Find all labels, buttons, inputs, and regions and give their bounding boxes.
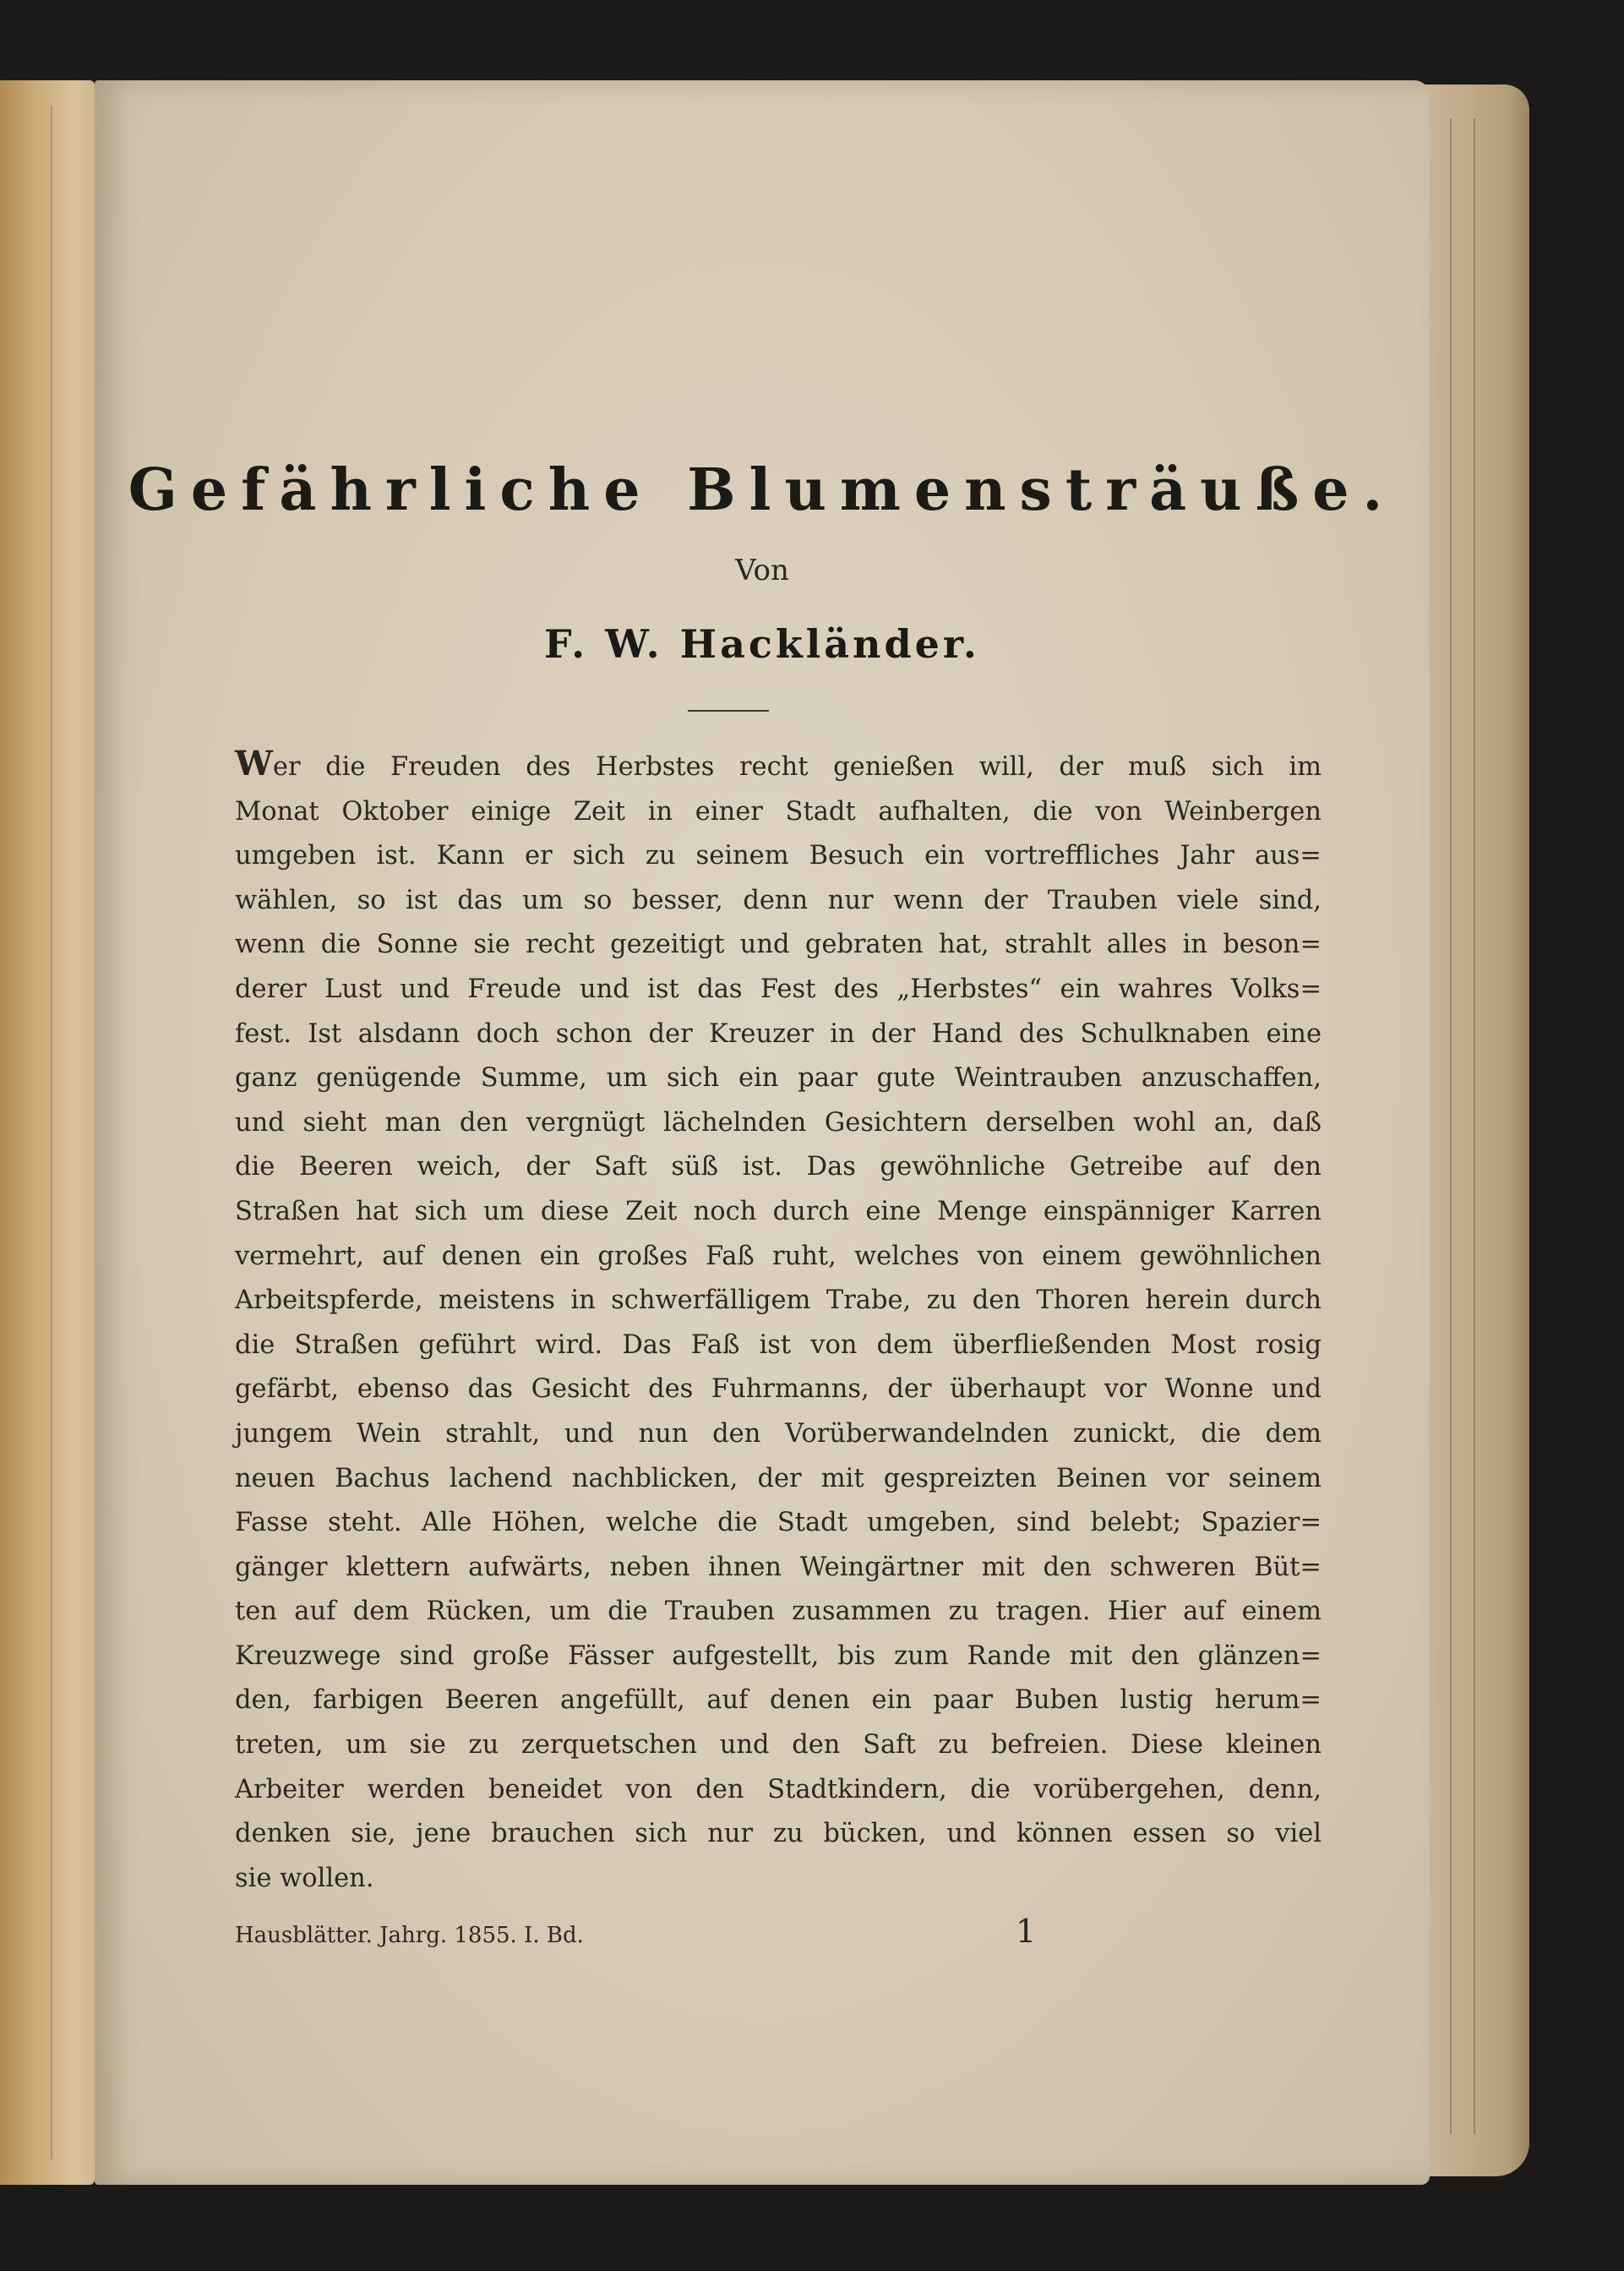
text-line: die Beeren weich, der Saft süß ist. Das gewöhnliche Getreibe auf den [235,1152,1322,1182]
text-line: wählen, so ist das um so besser, denn nur wenn der Trauben viele sind, [235,885,1322,915]
title-divider [688,710,769,712]
text-line: sie wollen. [235,1863,374,1893]
body-paragraph [235,742,1322,1901]
text-line: umgeben ist. Kann er sich zu seinem Besuch ein vortreffliches Jahr aus= [235,841,1322,871]
byline: Von [735,554,789,587]
text-line: Fasse steht. Alle Höhen, welche die Stadt umgeben, sind belebt; Spazier= [235,1508,1322,1538]
page-edge-line [1474,118,1475,2134]
text-line: treten, um sie zu zerquetschen und den Saft zu befreien. Diese kleinen [235,1730,1322,1761]
text-line: den, farbigen Beeren angefüllt, auf denen ein paar Buben lustig herum= [235,1685,1322,1716]
text-line: fest. Ist alsdann doch schon der Kreuzer in der Hand des Schulknaben eine [235,1018,1322,1049]
text-line: Kreuzwege sind große Fässer aufgestellt, bis zum Rande mit den glänzen= [235,1640,1322,1671]
author-name: F. W. Hackländer. [544,621,980,667]
text-line: ganz genügende Summe, um sich ein paar gute Weintrauben anzuschaffen, [235,1063,1322,1094]
text-line: denken sie, jene brauchen sich nur zu bücken, und können essen so viel [235,1819,1322,1849]
text-line: Monat Oktober einige Zeit in einer Stadt aufhalten, die von Weinbergen [235,796,1322,827]
text-line: ten auf dem Rücken, um die Trauben zusammen zu tragen. Hier auf einem [235,1597,1322,1627]
text-line: die Straßen geführt wird. Das Faß ist von dem überfließenden Most rosig [235,1329,1322,1360]
text-line: Arbeiter werden beneidet von den Stadtkindern, die vorübergehen, denn, [235,1774,1322,1804]
chapter-title: Gefährliche Blumensträuße. [128,456,1397,524]
text-line: Straßen hat sich um diese Zeit noch durch eine Menge einspänniger Karren [235,1196,1322,1226]
text-line: gefärbt, ebenso das Gesicht des Fuhrmanns, der überhaupt vor Wonne und [235,1374,1322,1405]
signature-line: Hausblätter. Jahrg. 1855. I. Bd. [235,1923,584,1948]
text-line: wenn die Sonne sie recht gezeitigt und gebraten hat, strahlt alles in beson= [235,930,1322,960]
sheet-number: 1 [1016,1913,1037,1950]
text-line: jungem Wein strahlt, und nun den Vorüberwandelnden zunickt, die dem [235,1418,1322,1449]
text-line: vermehrt, auf denen ein großes Faß ruht, welches von einem gewöhnlichen [235,1241,1322,1271]
text-line: Wer die Freuden des Herbstes recht genießen will, der muß sich im [235,744,1322,783]
text-line: derer Lust und Freude und ist das Fest des „Herbstes“ ein wahres Volks= [235,974,1322,1004]
text-line: gänger klettern aufwärts, neben ihnen Weingärtner mit den schweren Büt= [235,1552,1322,1582]
book-page [95,80,1430,2185]
text-line: Arbeitspferde, meistens in schwerfälligem Trabe, zu den Thoren herein durch [235,1286,1322,1316]
page-edge-line [1450,118,1452,2134]
page-binding-line [51,106,52,2159]
previous-page-edge [0,80,95,2185]
text-line: neuen Bachus lachend nachblicken, der mit gespreizten Beinen vor seinem [235,1463,1322,1493]
text-line: und sieht man den vergnügt lächelnden Gesichtern derselben wohl an, daß [235,1107,1322,1138]
